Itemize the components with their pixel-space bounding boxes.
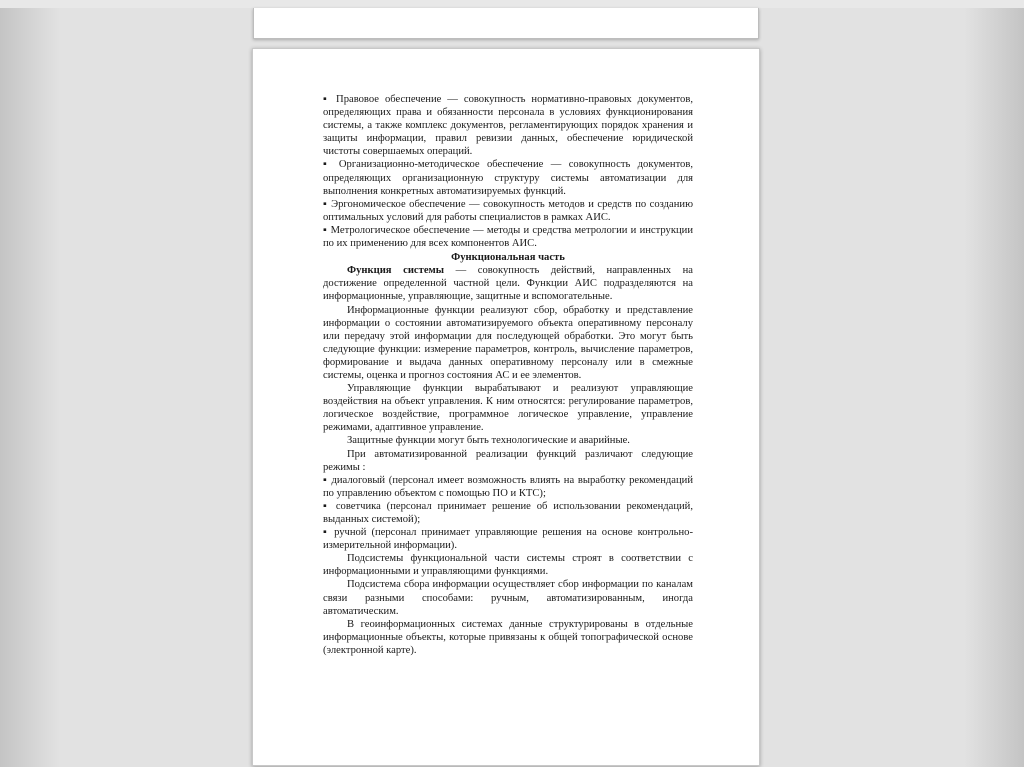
bullet-advisor-mode: ▪ советчика (персонал принимает решение об использовании рекомендаций, выданных системой); — [323, 500, 693, 526]
title-bar-strip — [0, 0, 1024, 8]
definition-paragraph — [323, 264, 693, 303]
document-page — [252, 48, 760, 766]
para-subsystems: Подсистемы функциональной части системы строят в соответствии с информационными и управляющими функциями. — [323, 553, 693, 578]
bullet-manual-mode: ▪ ручной (персонал принимает управляющие решения на основе контрольно-измерительной информации). — [323, 526, 693, 552]
para-protective-functions: Защитные функции могут быть технологические и аварийные. — [347, 435, 630, 447]
previous-page-edge — [253, 8, 759, 39]
definition-text: — совокупность действий, направленных на достижение определенной частной цели. Функции АИС подразделяются на информационные, управляющие, защитные и вспомогательные. — [323, 265, 693, 303]
definition-term: Функция системы — [347, 265, 445, 277]
page-text — [323, 93, 693, 657]
bullet-metrological-support: ▪ Метрологическое обеспечение — методы и средства метрологии и инструкции по их применению для всех компонентов АИС. — [323, 224, 693, 250]
bullet-organizational-support: ▪ Организационно-методическое обеспечение — совокупность документов, определяющих организационную структуру системы автоматизации для выполнения конкретных автоматизируемых функций. — [323, 158, 693, 197]
para-modes-intro: При автоматизированной реализации функций различают следующие режимы : — [323, 448, 693, 473]
section-heading: Функциональная часть — [451, 252, 565, 264]
document-viewport[interactable] — [0, 8, 1024, 767]
bullet-dialog-mode: ▪ диалоговый (персонал имеет возможность влиять на выработку рекомендаций по управлению объектом с помощью ПО и КТС); — [323, 474, 693, 500]
bullet-legal-support: ▪ Правовое обеспечение — совокупность нормативно-правовых документов, определяющих права и обязанности персонала в условиях функционирования системы, а также комплекс документов, регламентирующих порядок хранения и защиты информации, правил ревизии данных, обеспечение юридической чистоты совершаемых операций. — [323, 93, 693, 158]
para-gis: В геоинформационных системах данные структурированы в отдельные информационные объекты, которые привязаны к общей топографической основе (электронной карте). — [323, 618, 693, 656]
para-information-functions: Информационные функции реализуют сбор, обработку и представление информации о состоянии автоматизируемого объекта оперативному персоналу или передачу этой информации для последующей обработки. Это могут быть следующие функции: измерение параметров, контроль, вычисление параметров, формирование и выдача данных оперативному персоналу или в смежные системы, оценка и прогноз состояния АС и ее элементов. — [323, 304, 693, 381]
para-data-collection: Подсистема сбора информации осуществляет сбор информации по каналам связи разными способами: ручным, автоматизированным, иногда автоматическим. — [323, 579, 693, 617]
bullet-ergonomic-support: ▪ Эргономическое обеспечение — совокупность методов и средств по созданию оптимальных условий для работы специалистов в рамках АИС. — [323, 198, 693, 224]
para-control-functions: Управляющие функции вырабатывают и реализуют управляющие воздействия на объект управления. К ним относятся: регулирование параметров, логическое воздействие, программное логическое управление, управление режимами, адаптивное управление. — [323, 383, 693, 434]
